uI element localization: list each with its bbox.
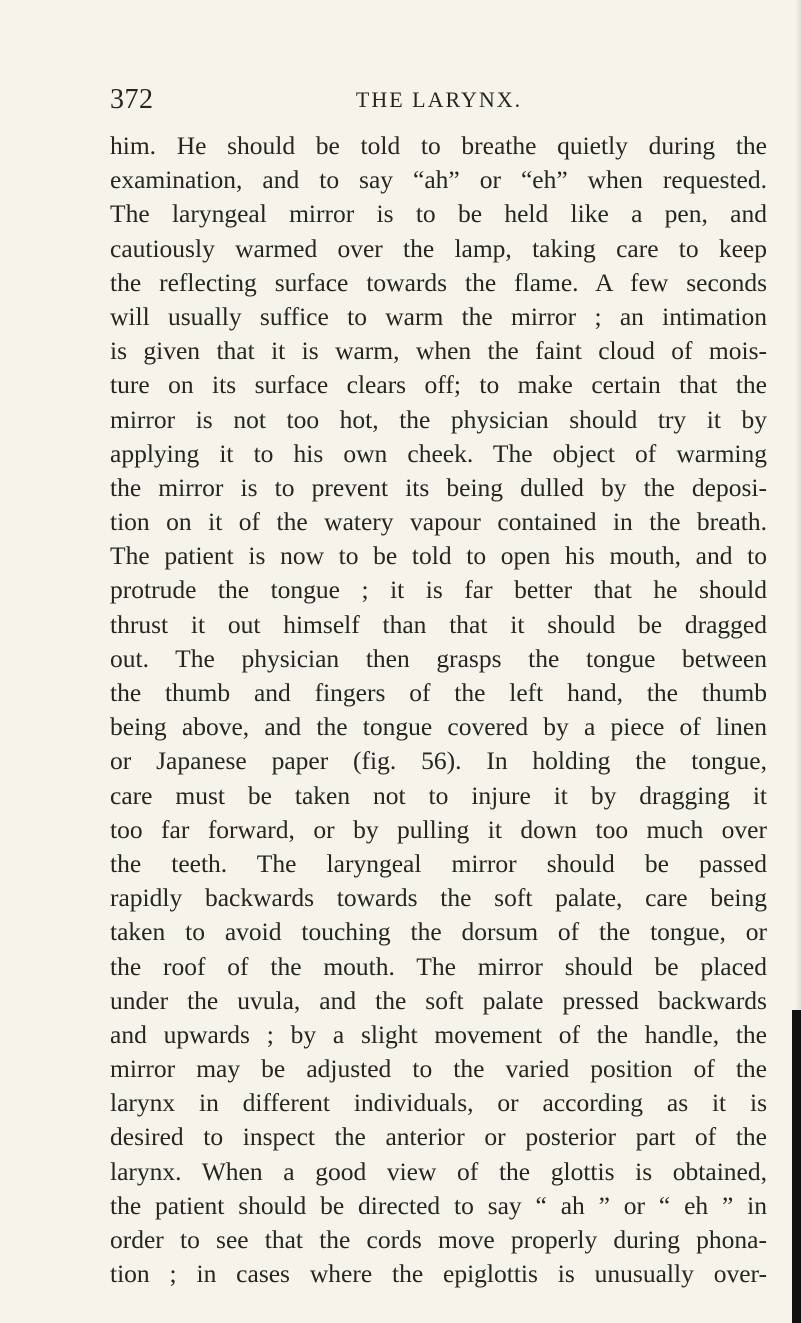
text-line: the reflecting surface towards the flame. A few seconds	[110, 267, 767, 297]
text-line: the patient should be directed to say “ ah ” or “ eh ” in	[110, 1190, 767, 1220]
text-line: under the uvula, and the soft palate pressed backwards	[110, 985, 767, 1015]
text-line: out. The physician then grasps the tongue between	[110, 643, 767, 673]
text-line: cautiously warmed over the lamp, taking care to keep	[110, 233, 767, 263]
text-line: applying it to his own cheek. The object of warming	[110, 438, 767, 468]
running-head: THE LARYNX.	[355, 87, 523, 112]
text-line: care must be taken not to injure it by dragging it	[110, 780, 767, 810]
text-line: mirror is not too hot, the physician should try it by	[110, 404, 767, 434]
text-line: being above, and the tongue covered by a piece of linen	[110, 712, 767, 742]
text-line: larynx in different individuals, or according as it is	[110, 1088, 767, 1118]
text-line: will usually suffice to warm the mirror ; an intimation	[110, 301, 767, 331]
text-line: order to see that the cords move properly during phona-	[110, 1225, 767, 1254]
text-line: tion on it of the watery vapour contained in the breath.	[110, 507, 767, 537]
text-line: is given that it is warm, when the faint cloud of mois-	[110, 336, 767, 366]
text-line: examination, and to say “ah” or “eh” when requested.	[110, 165, 767, 195]
text-line: The patient is now to be told to open his mouth, and to	[110, 541, 767, 571]
page-header	[110, 84, 750, 124]
text-line: him. He should be told to breathe quietly during the	[110, 131, 767, 160]
text-line: or Japanese paper (fig. 56). In holding the tongue,	[110, 746, 767, 776]
page-edge-dark-strip	[792, 1010, 801, 1323]
text-line: The laryngeal mirror is to be held like a pen, and	[110, 199, 767, 229]
text-line: larynx. When a good view of the glottis is obtained,	[110, 1156, 767, 1186]
body-text	[110, 129, 767, 1291]
text-line: the teeth. The laryngeal mirror should be passed	[110, 848, 767, 878]
text-line: thrust it out himself than that it should be dragged	[110, 609, 767, 639]
text-line: the thumb and fingers of the left hand, the thumb	[110, 678, 767, 707]
text-line: taken to avoid touching the dorsum of the tongue, or	[110, 917, 767, 947]
text-line: the mirror is to prevent its being dulled by the deposi-	[110, 472, 767, 502]
text-line: rapidly backwards towards the soft palate, care being	[110, 883, 767, 913]
text-line: protrude the tongue ; it is far better that he should	[110, 575, 767, 605]
text-line: too far forward, or by pulling it down too much over	[110, 814, 767, 844]
text-line: mirror may be adjusted to the varied position of the	[110, 1054, 767, 1084]
text-line: tion ; in cases where the epiglottis is unusually over-	[110, 1259, 767, 1289]
text-line: and upwards ; by a slight movement of the handle, the	[110, 1019, 767, 1049]
text-line: the roof of the mouth. The mirror should be placed	[110, 951, 767, 981]
text-line: ture on its surface clears off; to make certain that the	[110, 370, 767, 400]
text-line: desired to inspect the anterior or posterior part of the	[110, 1122, 767, 1152]
page-number: 372	[110, 84, 154, 115]
